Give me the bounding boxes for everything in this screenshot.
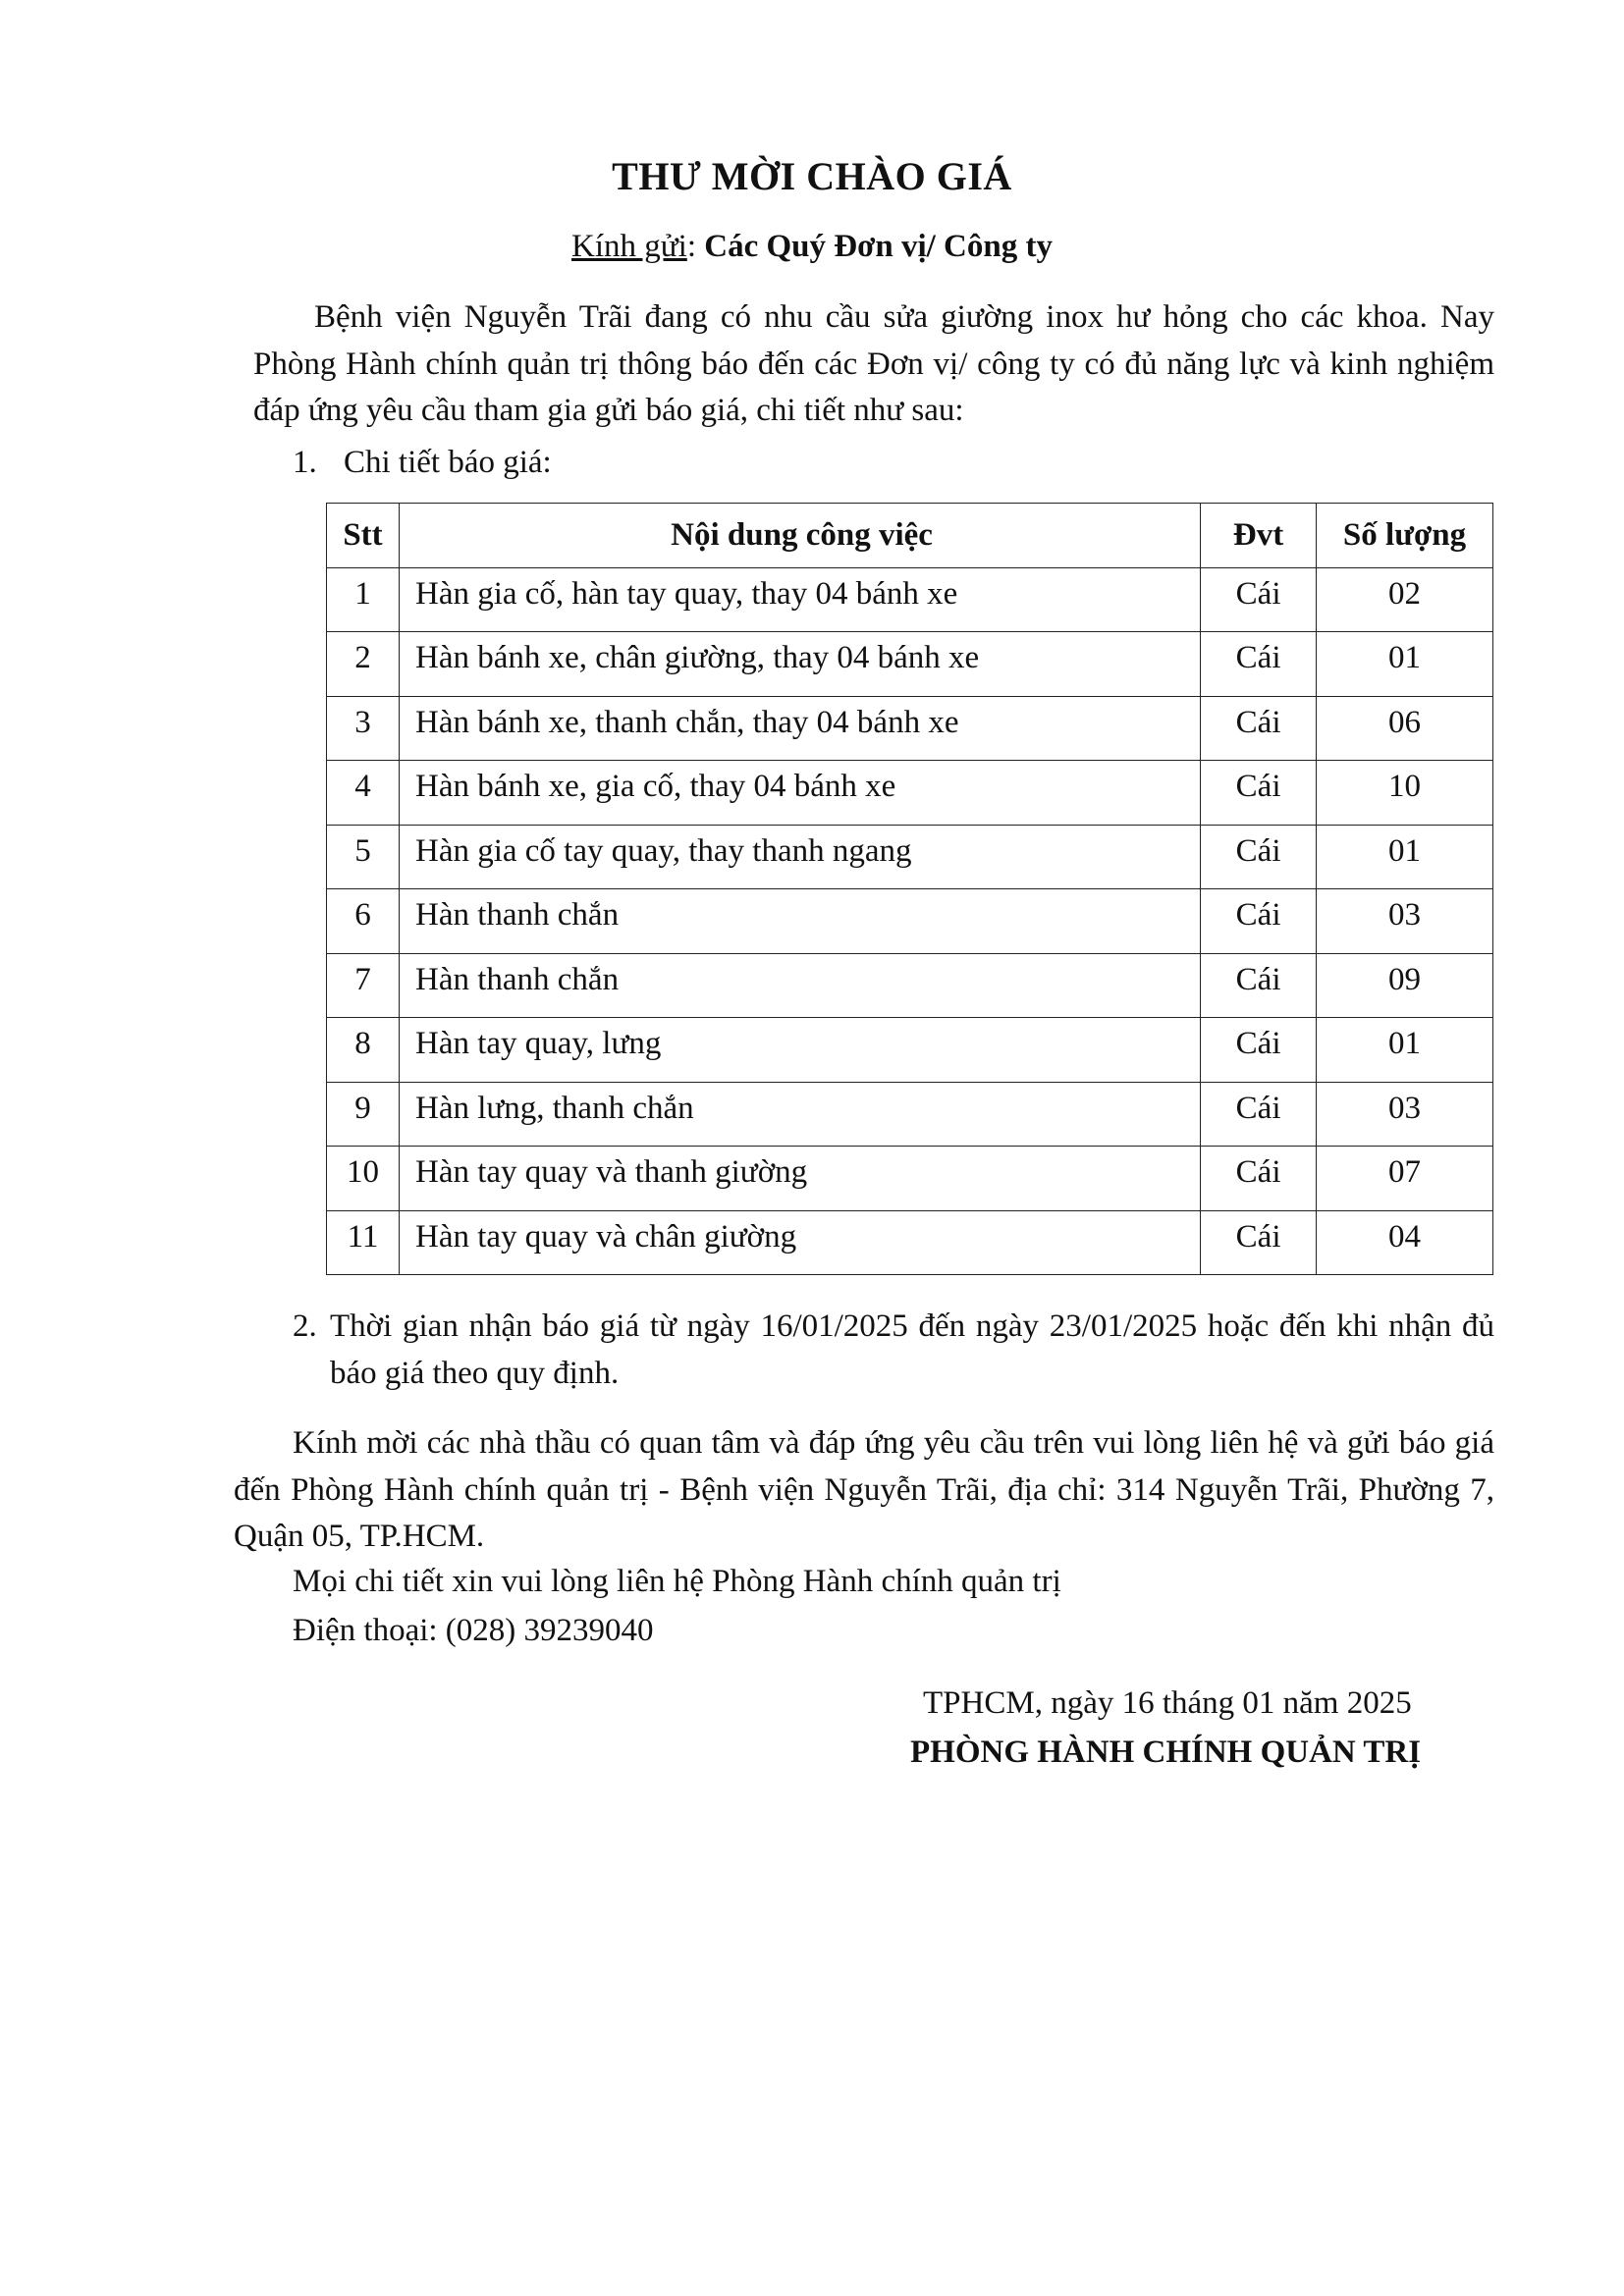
section-text: Thời gian nhận báo giá từ ngày 16/01/2025 đến ngày 23/01/2025 hoặc đến khi nhận đủ báo giá theo quy định. xyxy=(330,1308,1494,1391)
document-title: THƯ MỜI CHÀO GIÁ xyxy=(612,154,1012,198)
row-description: Hàn gia cố tay quay, thay thanh ngang xyxy=(399,825,1200,889)
row-quantity: 07 xyxy=(1317,1147,1493,1211)
quote-table xyxy=(326,503,1493,1275)
row-quantity: 01 xyxy=(1317,1018,1493,1083)
row-quantity: 02 xyxy=(1317,567,1493,632)
greeting-line xyxy=(0,229,1624,265)
header-unit: Đvt xyxy=(1201,504,1317,568)
table-row xyxy=(327,567,1493,632)
row-description: Hàn bánh xe, thanh chắn, thay 04 bánh xe xyxy=(399,696,1200,761)
row-stt: 3 xyxy=(327,696,400,761)
row-description: Hàn bánh xe, chân giường, thay 04 bánh xe xyxy=(399,632,1200,697)
row-unit: Cái xyxy=(1201,1210,1317,1275)
section-receiving-time xyxy=(293,1303,1494,1397)
section-quote-details xyxy=(293,445,552,481)
row-description: Hàn gia cố, hàn tay quay, thay 04 bánh xe xyxy=(399,567,1200,632)
row-stt: 11 xyxy=(327,1210,400,1275)
row-description: Hàn tay quay và thanh giường xyxy=(399,1147,1200,1211)
row-stt: 1 xyxy=(327,567,400,632)
row-stt: 6 xyxy=(327,889,400,954)
table-header-row xyxy=(327,504,1493,568)
table-row xyxy=(327,889,1493,954)
header-description: Nội dung công việc xyxy=(399,504,1200,568)
row-description: Hàn thanh chắn xyxy=(399,889,1200,954)
row-quantity: 01 xyxy=(1317,825,1493,889)
table-row xyxy=(327,1210,1493,1275)
row-stt: 7 xyxy=(327,953,400,1018)
department-signature: PHÒNG HÀNH CHÍNH QUẢN TRỊ xyxy=(910,1735,1422,1770)
header-stt: Stt xyxy=(327,504,400,568)
table-row xyxy=(327,761,1493,826)
section-label: Chi tiết báo giá: xyxy=(344,445,552,480)
table-row xyxy=(327,696,1493,761)
table-row xyxy=(327,1147,1493,1211)
table-row xyxy=(327,825,1493,889)
contact-line: Mọi chi tiết xin vui lòng liên hệ Phòng Hành chính quản trị xyxy=(293,1564,1061,1599)
greeting-label: Kính gửi xyxy=(571,229,687,264)
table-row xyxy=(327,1018,1493,1083)
row-stt: 8 xyxy=(327,1018,400,1083)
row-quantity: 03 xyxy=(1317,1082,1493,1147)
row-description: Hàn bánh xe, gia cố, thay 04 bánh xe xyxy=(399,761,1200,826)
table-row xyxy=(327,953,1493,1018)
row-unit: Cái xyxy=(1201,696,1317,761)
date-line: TPHCM, ngày 16 tháng 01 năm 2025 xyxy=(923,1685,1412,1721)
row-unit: Cái xyxy=(1201,632,1317,697)
section-number: 1. xyxy=(293,445,317,480)
row-unit: Cái xyxy=(1201,889,1317,954)
row-quantity: 04 xyxy=(1317,1210,1493,1275)
greeting-colon: : xyxy=(686,229,705,264)
row-stt: 9 xyxy=(327,1082,400,1147)
row-unit: Cái xyxy=(1201,825,1317,889)
row-quantity: 10 xyxy=(1317,761,1493,826)
table-row xyxy=(327,632,1493,697)
section-number: 2. xyxy=(293,1308,317,1344)
row-stt: 4 xyxy=(327,761,400,826)
row-unit: Cái xyxy=(1201,1147,1317,1211)
header-quantity: Số lượng xyxy=(1317,504,1493,568)
row-stt: 2 xyxy=(327,632,400,697)
table-row xyxy=(327,1082,1493,1147)
invitation-paragraph: Kính mời các nhà thầu có quan tâm và đáp ứng yêu cầu trên vui lòng liên hệ và gửi báo giá đến Phòng Hành chính quản trị - Bệnh viện Nguyễn Trãi, địa chỉ: 314 Nguyễn Trãi, Phường 7, Quận 05, TP.HCM. xyxy=(234,1425,1494,1554)
row-quantity: 09 xyxy=(1317,953,1493,1018)
greeting-recipient: Các Quý Đơn vị/ Công ty xyxy=(704,229,1053,264)
row-unit: Cái xyxy=(1201,953,1317,1018)
phone-line: Điện thoại: (028) 39239040 xyxy=(293,1613,654,1648)
row-description: Hàn thanh chắn xyxy=(399,953,1200,1018)
row-unit: Cái xyxy=(1201,567,1317,632)
row-quantity: 03 xyxy=(1317,889,1493,954)
row-unit: Cái xyxy=(1201,761,1317,826)
row-description: Hàn tay quay và chân giường xyxy=(399,1210,1200,1275)
row-unit: Cái xyxy=(1201,1082,1317,1147)
row-unit: Cái xyxy=(1201,1018,1317,1083)
intro-paragraph: Bệnh viện Nguyễn Trãi đang có nhu cầu sửa giường inox hư hỏng cho các khoa. Nay Phòng Hành chính quản trị thông báo đến các Đơn vị/ công ty có đủ năng lực và kinh nghiệm đáp ứng yêu cầu tham gia gửi báo giá, chi tiết như sau: xyxy=(253,299,1494,428)
row-stt: 10 xyxy=(327,1147,400,1211)
row-stt: 5 xyxy=(327,825,400,889)
row-quantity: 06 xyxy=(1317,696,1493,761)
row-description: Hàn tay quay, lưng xyxy=(399,1018,1200,1083)
row-description: Hàn lưng, thanh chắn xyxy=(399,1082,1200,1147)
row-quantity: 01 xyxy=(1317,632,1493,697)
